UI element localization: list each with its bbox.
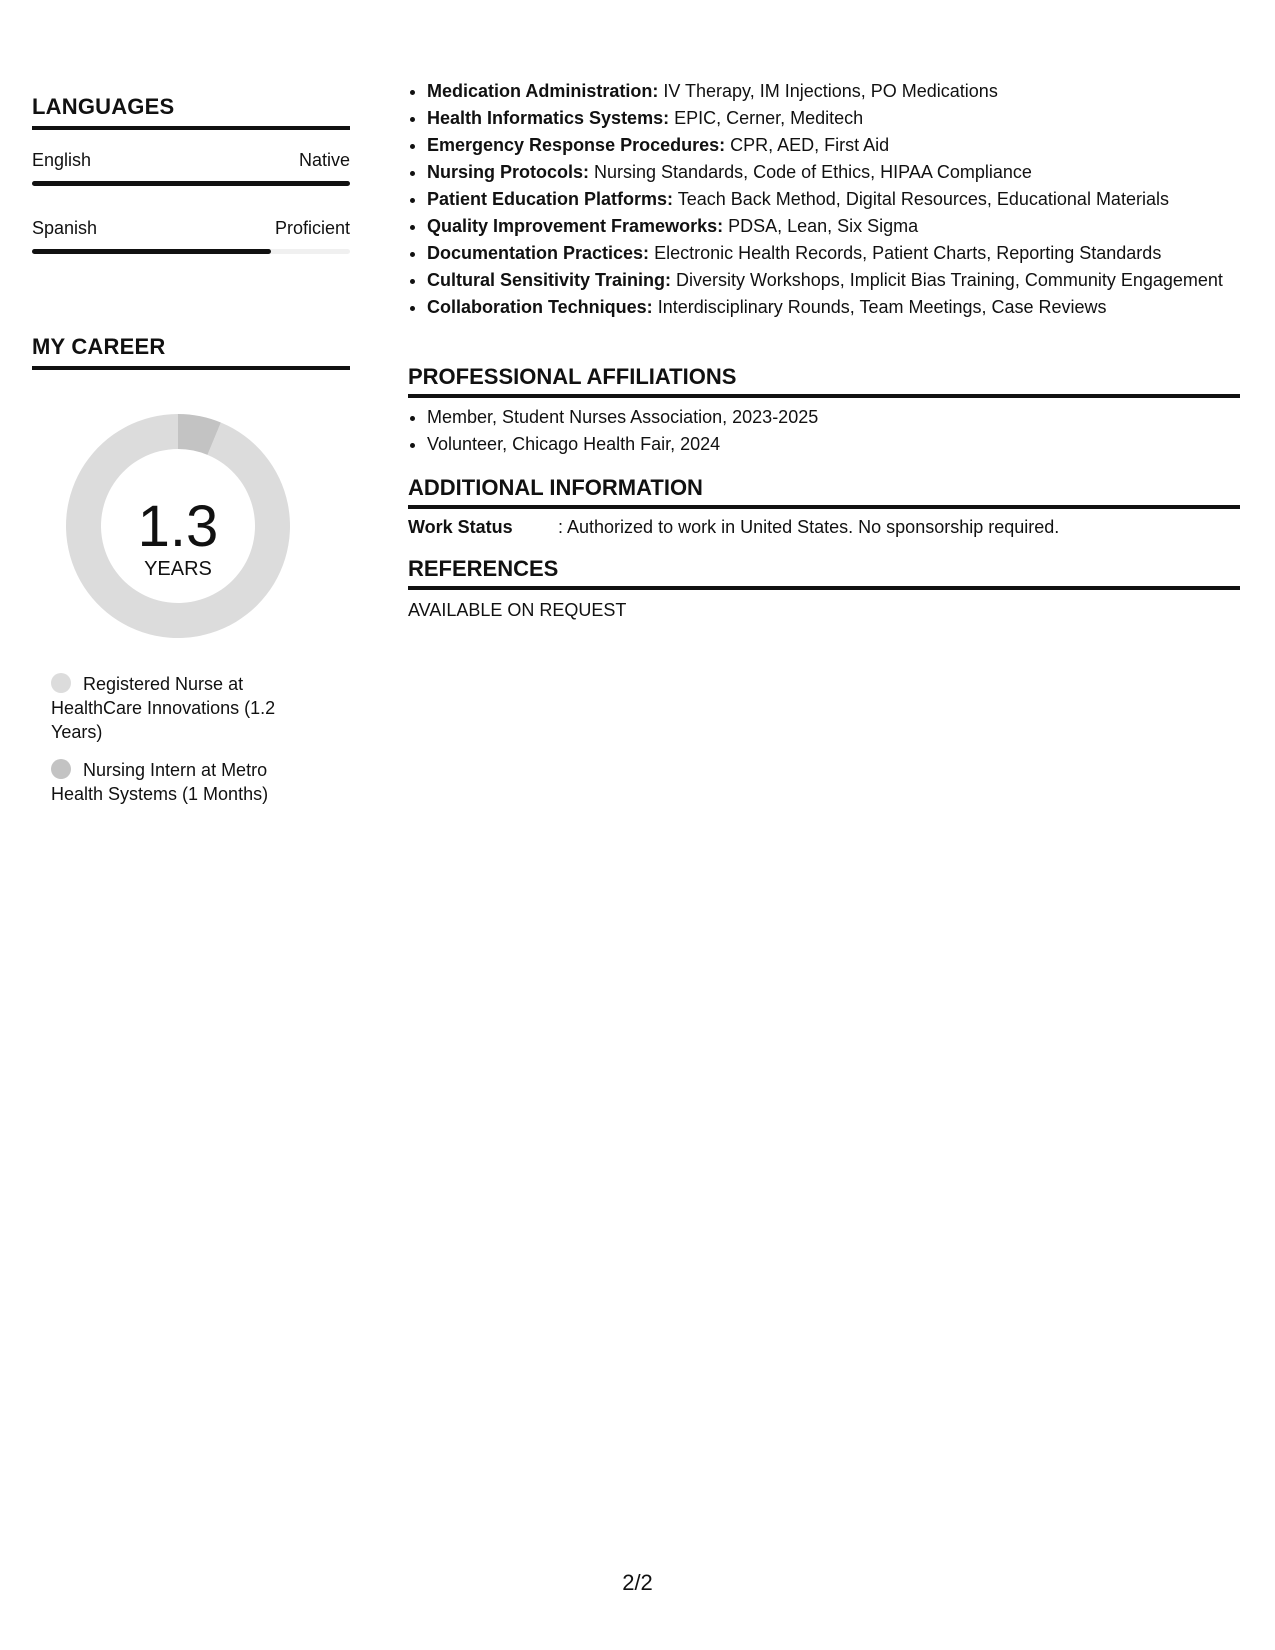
references-heading: REFERENCES (408, 556, 1240, 590)
skill-text: Diversity Workshops, Implicit Bias Training, Community Engagement (671, 270, 1223, 290)
language-name: English (32, 150, 92, 170)
language-proficiency-fill (32, 181, 350, 186)
language-item (32, 218, 350, 254)
languages-section (32, 94, 350, 254)
language-proficiency-fill (32, 249, 271, 254)
skill-text: Teach Back Method, Digital Resources, Educational Materials (673, 189, 1169, 209)
career-heading: MY CAREER (32, 334, 350, 370)
references-text: AVAILABLE ON REQUEST (408, 600, 627, 620)
skill-name: Cultural Sensitivity Training: (427, 270, 672, 290)
skill-text: IV Therapy, IM Injections, PO Medications (658, 81, 998, 101)
skill-item (427, 267, 1239, 294)
skill-name: Collaboration Techniques: (427, 297, 653, 317)
career-legend-item (51, 672, 311, 744)
career-donut-chart (66, 414, 290, 638)
skill-item (427, 105, 1239, 132)
career-total-value: 1.3 (137, 494, 219, 559)
additional-section (408, 475, 1240, 538)
career-legend-label: Nursing Intern at Metro Health Systems (1 Months) (51, 760, 269, 804)
affiliations-section (408, 364, 1240, 458)
language-proficiency-bar (32, 249, 350, 254)
skill-item (427, 213, 1239, 240)
affiliation-item: • Volunteer, Chicago Health Fair, 2024 (427, 431, 1240, 458)
skill-name: Nursing Protocols: (427, 162, 590, 182)
skill-name: Documentation Practices: (427, 243, 650, 263)
skill-text: CPR, AED, First Aid (725, 135, 890, 155)
skill-item (427, 240, 1239, 267)
career-section (32, 334, 350, 370)
career-legend-item (51, 758, 311, 806)
career-total-unit: YEARS (144, 558, 212, 580)
language-name: Spanish (32, 218, 98, 238)
work-status-row (408, 517, 1240, 538)
skill-name: Patient Education Platforms: (427, 189, 674, 209)
affiliations-heading: PROFESSIONAL AFFILIATIONS (408, 364, 1240, 398)
languages-heading: LANGUAGES (32, 94, 350, 130)
skill-text: EPIC, Cerner, Meditech (669, 108, 864, 128)
skill-name: Quality Improvement Frameworks: (427, 216, 724, 236)
language-item (32, 150, 350, 186)
language-proficiency-bar (32, 181, 350, 186)
affiliation-item: • Member, Student Nurses Association, 2023-2025 (427, 404, 1240, 431)
skill-item (427, 132, 1239, 159)
references-section (408, 556, 1240, 621)
language-level: Native (298, 150, 350, 170)
career-legend-label: Registered Nurse at HealthCare Innovations (1.2 Years) (51, 674, 276, 742)
legend-dot (51, 673, 71, 693)
work-status-value: : Authorized to work in United States. No sponsorship required. (558, 517, 1060, 537)
skill-item (427, 78, 1239, 105)
skill-text: Interdisciplinary Rounds, Team Meetings, Case Reviews (652, 297, 1107, 317)
skill-item (427, 294, 1239, 321)
additional-heading: ADDITIONAL INFORMATION (408, 475, 1240, 509)
work-status-label: Work Status (408, 517, 513, 537)
skill-name: Medication Administration: (427, 81, 659, 101)
skill-text: PDSA, Lean, Six Sigma (723, 216, 919, 236)
skill-name: Emergency Response Procedures: (427, 135, 726, 155)
skill-text: Electronic Health Records, Patient Charts, Reporting Standards (649, 243, 1162, 263)
skill-item (427, 159, 1239, 186)
skill-item (427, 186, 1239, 213)
skill-text: Nursing Standards, Code of Ethics, HIPAA Compliance (589, 162, 1032, 182)
language-level: Proficient (274, 218, 350, 238)
affiliations-list (408, 404, 1240, 458)
skill-name: Health Informatics Systems: (427, 108, 670, 128)
skills-list (408, 78, 1239, 321)
page-number: 2/2 (622, 1570, 653, 1595)
legend-dot (51, 759, 71, 779)
